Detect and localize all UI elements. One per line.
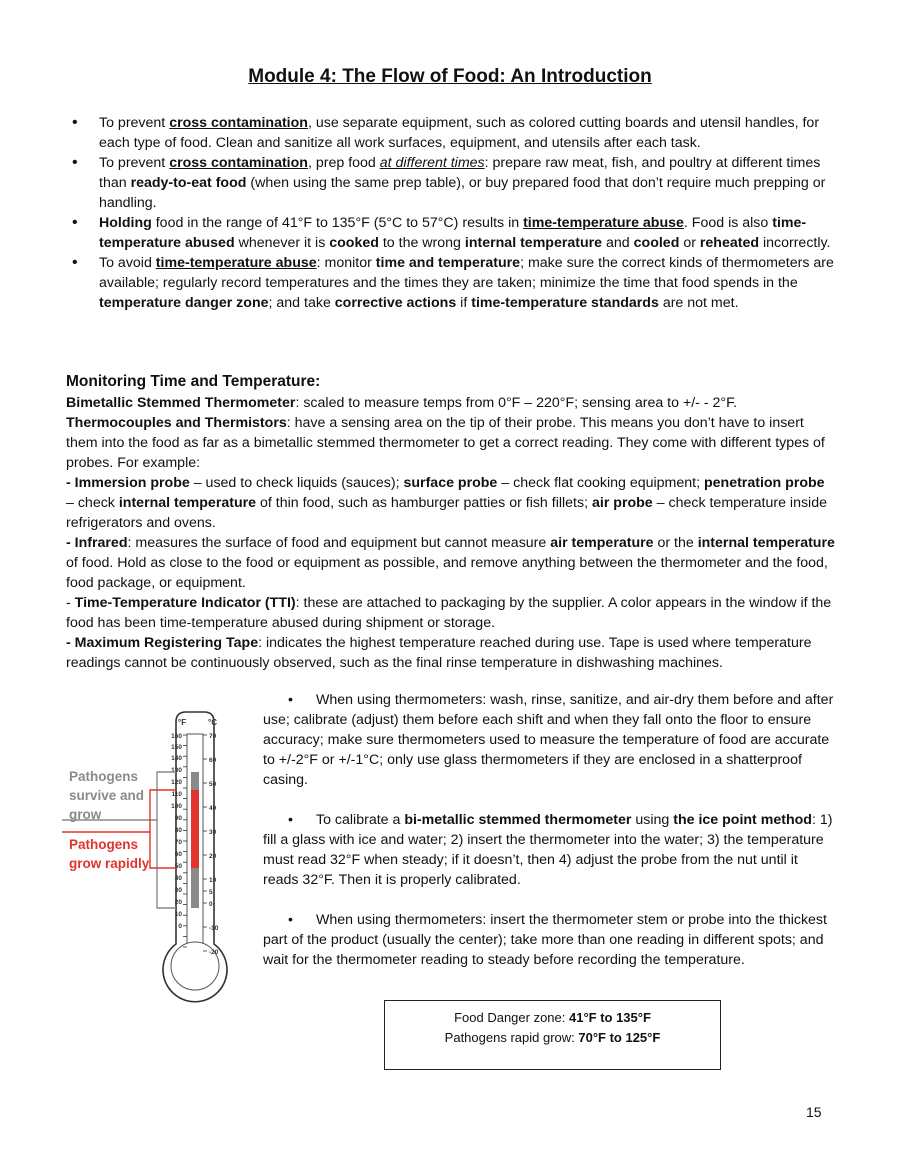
zone-gray-lower [191, 868, 199, 908]
tti-paragraph: - Time-Temperature Indicator (TTI): these are attached to packaging by the supplier. A color appears in the window if the food has been time-temperature abused during shipment or storage. [66, 595, 832, 631]
f-tick-label: 120 [171, 779, 182, 786]
danger-zone-box [384, 1000, 721, 1070]
c-tick-label: 50 [209, 781, 217, 788]
f-tick-label: 80 [174, 827, 182, 834]
rapid-label-line: grow rapidly [69, 856, 150, 871]
c-tick-label: 30 [209, 829, 217, 836]
f-tick-label: 130 [171, 767, 182, 774]
f-tick-label: 50 [174, 863, 182, 870]
unit-f-label: °F [178, 718, 187, 727]
f-tick-label: 60 [174, 851, 182, 858]
survive-label-line: Pathogens [69, 769, 139, 784]
zone-gray-upper [191, 772, 199, 790]
f-tick-label: 140 [171, 755, 182, 762]
c-tick-label: 20 [209, 853, 217, 860]
c-tick-label: 0 [209, 901, 213, 908]
bullet-avoid-tta: • To avoid time-temperature abuse: monitor time and temperature; make sure the correct kinds of thermometers are available; regularly record temperatures and the times they are taken; minimize the time that food spends in the temperature danger zone; and take corrective actions if time-temperature standards are not met. [99, 253, 834, 313]
bullet-cross-contamination-equipment: • To prevent cross contamination, use separate equipment, such as colored cutting boards and utensil handles, for each type of food. Clean and sanitize all work surfaces, equipment, and utensils after each task. [99, 113, 834, 153]
f-tick-label: 150 [171, 744, 182, 751]
survive-label-line: grow [69, 807, 102, 822]
rapid-grow-line: Pathogens rapid grow: 70°F to 125°F [444, 1030, 661, 1045]
f-tick-label: 10 [174, 911, 182, 918]
f-tick-label: 70 [174, 839, 182, 846]
f-tick-label: 40 [174, 875, 182, 882]
section-heading: Monitoring Time and Temperature: [66, 373, 321, 390]
rapid-label-line: Pathogens [69, 837, 139, 852]
page-title: Module 4: The Flow of Food: An Introduction [248, 66, 652, 87]
c-tick-label: 70 [209, 733, 217, 740]
intro-bullets [99, 113, 834, 313]
danger-zone-line: Food Danger zone: 41°F to 135°F [454, 1010, 651, 1025]
thermometer-tips [263, 690, 836, 970]
c-tick-label: 40 [209, 805, 217, 812]
fahrenheit-ticks [183, 735, 187, 947]
tip-insert: • When using thermometers: insert the thermometer stem or probe into the thickest part of the product (usually the center); take more than one reading in different spots; and wait for the thermometer reading to steady before recording the temperature. [263, 912, 827, 968]
zone-red [191, 790, 199, 868]
c-tick-label: 10 [209, 877, 217, 884]
f-tick-label: 30 [174, 887, 182, 894]
page-number: 15 [806, 1104, 822, 1120]
c-tick-label: -10 [209, 925, 219, 932]
f-tick-label: 90 [174, 815, 182, 822]
monitoring-body [66, 393, 836, 673]
f-tick-label: 20 [174, 899, 182, 906]
survive-label-line: survive and [69, 788, 145, 803]
bullet-cross-contamination-timing: • To prevent cross contamination, prep food at different times: prepare raw meat, fish, and poultry at different times than ready-to-eat food (when using the same prep table), or buy prepared food that don’t require much prepping or handling. [99, 153, 834, 213]
unit-c-label: °C [208, 718, 217, 727]
thermometer-illustration [62, 708, 257, 1008]
c-tick-label: 5 [209, 889, 213, 896]
f-tick-label: 0 [178, 923, 182, 930]
c-tick-label: -20 [209, 949, 219, 956]
survive-label [69, 769, 144, 822]
f-tick-label: 160 [171, 733, 182, 740]
tip-care: • When using thermometers: wash, rinse, sanitize, and air-dry them before and after use; calibrate (adjust) them before each shift and when they fall onto the floor to ensure accuracy; make sure thermometers used to measure the temperature of food are accurate to +/-2°F or +/-1°C; only use glass thermometers if they are enclosed in a shatterproof casing. [263, 692, 834, 788]
c-tick-label: 60 [209, 757, 217, 764]
rapid-label [69, 837, 150, 871]
bimetallic-paragraph: Bimetallic Stemmed Thermometer: scaled to measure temps from 0°F – 220°F; sensing area to +/- - 2°F. [66, 395, 738, 411]
infrared-paragraph: - Infrared: measures the surface of food and equipment but cannot measure air temperature or the internal temperature of food. Hold as close to the food or equipment as possible, and remove anything between the thermometer and the food, food package, or equipment. [66, 535, 835, 591]
f-tick-label: 100 [171, 803, 182, 810]
f-tick-label: 110 [171, 791, 182, 798]
bullet-holding-food: • Holding food in the range of 41°F to 135°F (5°C to 57°C) results in time-temperature abuse. Food is also time-temperature abused whenever it is cooked to the wrong internal temperature and cooled or reheated incorrectly. [99, 213, 834, 253]
max-registering-tape-paragraph: - Maximum Registering Tape: indicates the highest temperature reached during use. Tape is used where temperature readings cannot be continuously observed, such as the final rinse temperature in dishwashing machines. [66, 635, 812, 671]
tip-calibrate: • To calibrate a bi-metallic stemmed thermometer using the ice point method: 1) fill a glass with ice and water; 2) insert the thermometer into the water; 3) the temperature must read 32°F when steady; if it doesn’t, then 4) adjust the probe from the nut until it reads 32°F. Then it is properly calibrated. [263, 812, 833, 888]
thermocouples-paragraph: Thermocouples and Thermistors: have a sensing area on the tip of their probe. This means you don’t have to insert them into the food as far as a bimetallic stemmed thermometer to get a correct reading. They come with different types of probes. For example: [66, 415, 825, 471]
probes-paragraph: - Immersion probe – used to check liquids (sauces); surface probe – check flat cooking equipment; penetration probe – check internal temperature of thin food, such as hamburger patties or fish fillets; air probe – check temperature inside refrigerators and ovens. [66, 475, 827, 531]
